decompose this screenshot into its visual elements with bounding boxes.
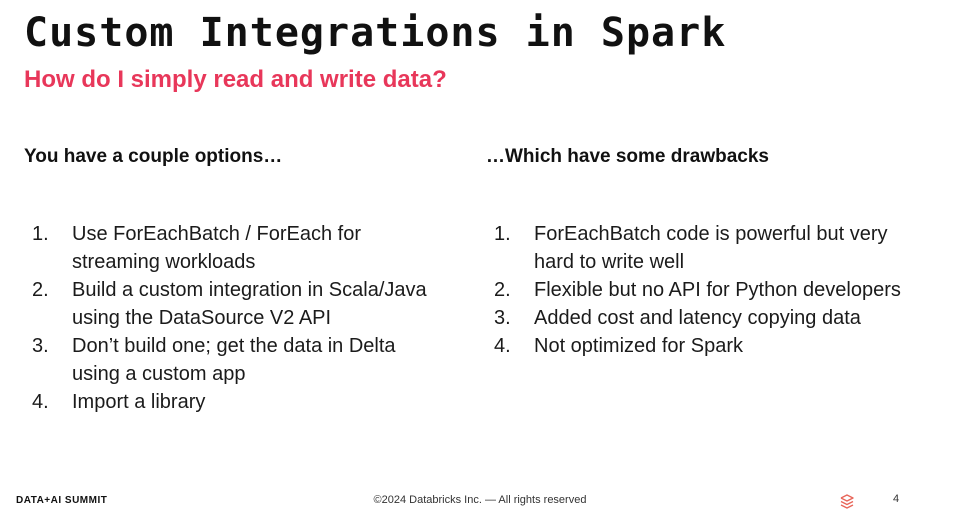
- list-item-number: 4.: [494, 335, 511, 357]
- options-heading: You have a couple options…: [24, 146, 283, 167]
- list-item-text: Build a custom integration in Scala/Java using the DataSource V2 API: [72, 279, 427, 329]
- list-item-number: 3.: [494, 307, 511, 329]
- summit-brand-logo: DATA+AI SUMMIT: [16, 495, 108, 506]
- list-item-text: Flexible but no API for Python developers: [534, 279, 901, 301]
- list-item: [486, 276, 926, 304]
- list-item-number: 2.: [32, 279, 49, 301]
- list-item-text: Use ForEachBatch / ForEach for streaming workloads: [72, 223, 362, 273]
- list-item-text: Import a library: [72, 391, 206, 413]
- list-item-number: 2.: [494, 279, 511, 301]
- list-item: [24, 332, 444, 388]
- drawbacks-heading: …Which have some drawbacks: [486, 146, 769, 167]
- slide-title: Custom Integrations in Spark: [24, 10, 727, 56]
- list-item-text: Not optimized for Spark: [534, 335, 743, 357]
- list-item-number: 4.: [32, 391, 49, 413]
- list-item-number: 1.: [494, 223, 511, 245]
- list-item: [486, 220, 926, 276]
- options-list: [24, 220, 444, 416]
- copyright-text: ©2024 Databricks Inc. — All rights reserved: [373, 494, 587, 506]
- list-item-number: 1.: [32, 223, 49, 245]
- list-item: [24, 220, 444, 276]
- databricks-logo-svg: [840, 493, 854, 509]
- list-item-text: Added cost and latency copying data: [534, 307, 861, 329]
- drawbacks-column: [486, 146, 926, 360]
- page-number: 4: [893, 493, 900, 505]
- list-item: [24, 388, 444, 416]
- options-column: [24, 146, 444, 416]
- drawbacks-list: [486, 220, 926, 360]
- list-item: [486, 332, 926, 360]
- list-item-text: ForEachBatch code is powerful but very hard to write well: [534, 223, 888, 273]
- list-item: [24, 276, 444, 332]
- databricks-logo-icon: [840, 493, 854, 514]
- list-item-text: Don’t build one; get the data in Delta using a custom app: [72, 335, 396, 385]
- list-item: [486, 304, 926, 332]
- slide-subtitle: How do I simply read and write data?: [24, 66, 447, 93]
- list-item-number: 3.: [32, 335, 49, 357]
